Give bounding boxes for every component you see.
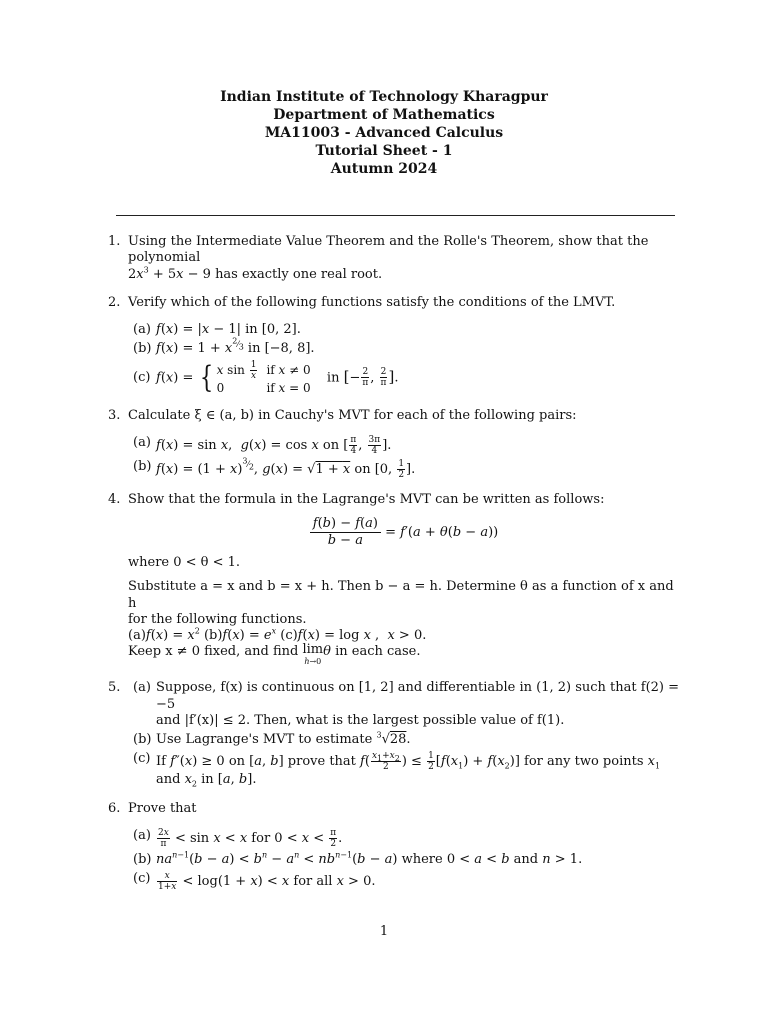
subpart-a: (a) f(x) = |x − 1| in [0, 2]. — [133, 322, 301, 337]
problem-number: 6. — [108, 800, 121, 816]
subpart-b: (b) Use Lagrange's MVT to estimate $^3$√28. — [133, 730, 411, 747]
functions-list: $(a)f(x) = x^2$ $(b)f(x) = e^x$ (c)f(x) = log x , x > 0. — [128, 626, 427, 643]
problem-text: Prove that — [128, 800, 197, 816]
subpart-a: (a) $\frac{2x}{\pi}$ < sin x < x for 0 < x < $\frac{\pi}{2}$ . — [133, 827, 343, 849]
problem-2 — [108, 295, 680, 396]
problem-6 — [108, 801, 680, 893]
problem-text-cont: $2x^3 + 5x - 9$ has exactly one real root. — [128, 265, 383, 282]
problem-number: 1. — [108, 234, 121, 249]
substitute-text: Substitute a = x and b = x + h. Then b − a = h. Determine θ as a function of x and h — [128, 579, 674, 611]
subpart-c: (c) f(x) = { x sin $\frac{1}{x}$ if x ≠ 0 0 if x = 0 in [− $\frac{2}{\pi}$ , $\frac{2}{\pi}$ ]. — [133, 359, 399, 395]
problem-text: Calculate ξ ∈ (a, b) in Cauchy's MVT for each of the following pairs: — [128, 407, 577, 423]
horizontal-rule — [116, 215, 675, 216]
problem-list — [108, 234, 680, 904]
problem-number: 5. — [108, 680, 121, 696]
subpart-b: (b) $f(x) = 1 + x^{^2⁄_3}$ in [−8, 8]. — [133, 336, 315, 357]
department-name: Department of Mathematics — [273, 107, 495, 123]
lmvt-formula: $\frac{f(b) - f(a)}{b - a}$ = f′(a + θ(b − a)) — [128, 516, 680, 549]
institute-name: Indian Institute of Technology Kharagpur — [220, 89, 548, 105]
subpart-c: (c) If f″(x) ≥ 0 on [a, b] prove that f( $\frac{x_1+x_2}{2}$ ) ≤ $\frac{1}{2}$ $[f(x_1) + f(x_2)]$ for any two points $x_1$ and $x_2$ in [a, b]. — [133, 751, 661, 789]
problem-number: 4. — [108, 491, 121, 507]
problem-4 — [108, 492, 680, 669]
following-text: for the following functions. — [128, 611, 307, 627]
problem-text: Show that the formula in the Lagrange's MVT can be written as follows: — [128, 491, 605, 507]
sheet-title: Tutorial Sheet - 1 — [315, 143, 453, 159]
subpart-c: (c) $\frac{x}{1+x}$ < log(1 + x) < x for all x > 0. — [133, 871, 376, 892]
subpart-b: (b) $f(x) = (1 + x)^{^3⁄_2}$, g(x) = √1 + x on [0, $\frac{1}{2}$ ]. — [133, 456, 416, 480]
subpart-a: (a) Suppose, f(x) is continuous on [1, 2] and differentiable in (1, 2) such that f(2) = −5 and |f′(x)| ≤ 2. Then, what is the largest possible value of f(1). — [133, 680, 680, 728]
problem-text: Using the Intermediate Value Theorem and the Rolle's Theorem, show that the polynomial — [128, 234, 649, 266]
problem-number: 2. — [108, 294, 121, 310]
problem-1 — [108, 234, 680, 283]
document-header — [0, 88, 768, 178]
problem-5 — [108, 680, 680, 788]
subpart-a: (a) f(x) = sin x, g(x) = cos x on [ $\frac{\pi}{4}$ , $\frac{3\pi}{4}$ ]. — [133, 434, 392, 456]
limit-text: Keep x ≠ 0 fixed, and find lim h→0 θ in each case. — [128, 642, 421, 667]
problem-3 — [108, 408, 680, 480]
problem-number: 3. — [108, 407, 121, 423]
theta-condition: where 0 < θ < 1. — [128, 555, 241, 570]
course-title: MA11003 - Advanced Calculus — [264, 125, 504, 141]
term: Autumn 2024 — [330, 161, 438, 177]
subpart-b: (b) $na^{n-1}(b - a) < b^n - a^n < nb^{n-1}(b - a)$ where 0 < a < b and n > 1. — [133, 850, 583, 867]
problem-text: Verify which of the following functions satisfy the conditions of the LMVT. — [128, 294, 616, 310]
page-number: 1 — [379, 924, 389, 939]
